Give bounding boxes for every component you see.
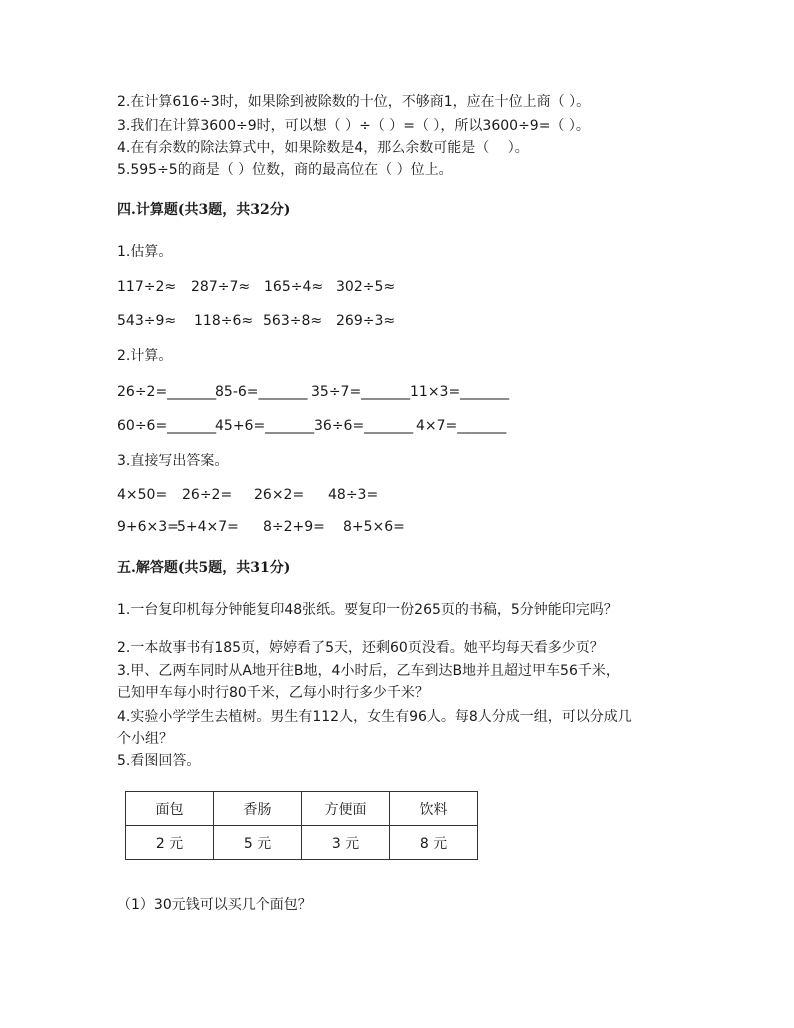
fill-question-3: 3.我们在计算3600÷9时，可以想（ ）÷（ ）=（ ），所以3600÷9=（ ）。 bbox=[117, 118, 590, 134]
price-table-value-cell: 5 元 bbox=[214, 826, 302, 860]
direct-answer-item: 9+6×3= bbox=[117, 519, 179, 535]
word-problem-2: 2.一本故事书有185页，婷婷看了5天，还剩60页没看。她平均每天看多少页？ bbox=[117, 640, 604, 656]
estimate-item: 543÷9≈ bbox=[117, 313, 177, 329]
section-4-q2-title: 2.计算。 bbox=[117, 348, 173, 364]
word-problem-4-line-1: 4.实验小学学生去植树。男生有112人，女生有96人。每8人分成一组，可以分成几 bbox=[117, 709, 632, 725]
calc-item: 26÷2=_______ bbox=[117, 384, 217, 400]
price-table bbox=[125, 791, 478, 860]
price-table-header-row bbox=[126, 792, 478, 826]
direct-answer-item: 48÷3= bbox=[328, 487, 379, 503]
direct-answer-item: 5+4×7= bbox=[177, 519, 239, 535]
estimate-item: 563÷8≈ bbox=[263, 313, 323, 329]
direct-answer-item: 26÷2= bbox=[182, 487, 233, 503]
word-problem-4-line-2: 个小组？ bbox=[117, 731, 173, 747]
estimate-item: 269÷3≈ bbox=[336, 313, 396, 329]
word-problem-1: 1.一台复印机每分钟能复印48张纸。要复印一份265页的书稿，5分钟能印完吗？ bbox=[117, 602, 618, 618]
estimate-item: 302÷5≈ bbox=[336, 279, 396, 295]
calc-item: 36÷6=_______ bbox=[314, 418, 414, 434]
direct-answer-item: 8÷2+9= bbox=[263, 519, 325, 535]
estimate-item: 287÷7≈ bbox=[191, 279, 251, 295]
calc-item: 45+6=_______ bbox=[215, 418, 315, 434]
direct-answer-item: 4×50= bbox=[117, 487, 168, 503]
price-table-header-cell: 饮料 bbox=[390, 792, 478, 826]
word-problem-5: 5.看图回答。 bbox=[117, 753, 201, 769]
price-table-value-cell: 2 元 bbox=[126, 826, 214, 860]
calc-item: 60÷6=_______ bbox=[117, 418, 217, 434]
word-problem-3-line-2: 已知甲车每小时行80千米，乙每小时行多少千米？ bbox=[117, 685, 429, 701]
fill-question-2: 2.在计算616÷3时，如果除到被除数的十位，不够商1，应在十位上商（ ）。 bbox=[117, 94, 591, 110]
fill-question-5: 5.595÷5的商是（ ）位数，商的最高位在（ ）位上。 bbox=[117, 162, 453, 178]
section-4-q1-title: 1.估算。 bbox=[117, 244, 173, 260]
price-table-header-cell: 香肠 bbox=[214, 792, 302, 826]
estimate-item: 118÷6≈ bbox=[194, 313, 254, 329]
price-table-header-cell: 面包 bbox=[126, 792, 214, 826]
price-table-header-cell: 方便面 bbox=[302, 792, 390, 826]
price-table-value-cell: 8 元 bbox=[390, 826, 478, 860]
calc-item: 85-6=_______ bbox=[215, 384, 308, 400]
fill-question-4: 4.在有余数的除法算式中，如果除数是4，那么余数可能是（ ）。 bbox=[117, 140, 529, 156]
price-table-value-row bbox=[126, 826, 478, 860]
sub-question-1: （1）30元钱可以买几个面包？ bbox=[117, 897, 312, 913]
section-5-heading: 五.解答题(共5题，共31分) bbox=[117, 560, 291, 576]
section-4-heading: 四.计算题(共3题，共32分) bbox=[117, 202, 291, 218]
estimate-item: 165÷4≈ bbox=[264, 279, 324, 295]
direct-answer-item: 26×2= bbox=[254, 487, 305, 503]
calc-item: 35÷7=_______ bbox=[311, 384, 411, 400]
section-4-q3-title: 3.直接写出答案。 bbox=[117, 453, 229, 469]
word-problem-3-line-1: 3.甲、乙两车同时从A地开往B地，4小时后，乙车到达B地并且超过甲车56千米， bbox=[117, 663, 620, 679]
price-table-value-cell: 3 元 bbox=[302, 826, 390, 860]
estimate-item: 117÷2≈ bbox=[117, 279, 177, 295]
direct-answer-item: 8+5×6= bbox=[343, 519, 405, 535]
calc-item: 11×3=_______ bbox=[410, 384, 510, 400]
calc-item: 4×7=_______ bbox=[416, 418, 507, 434]
